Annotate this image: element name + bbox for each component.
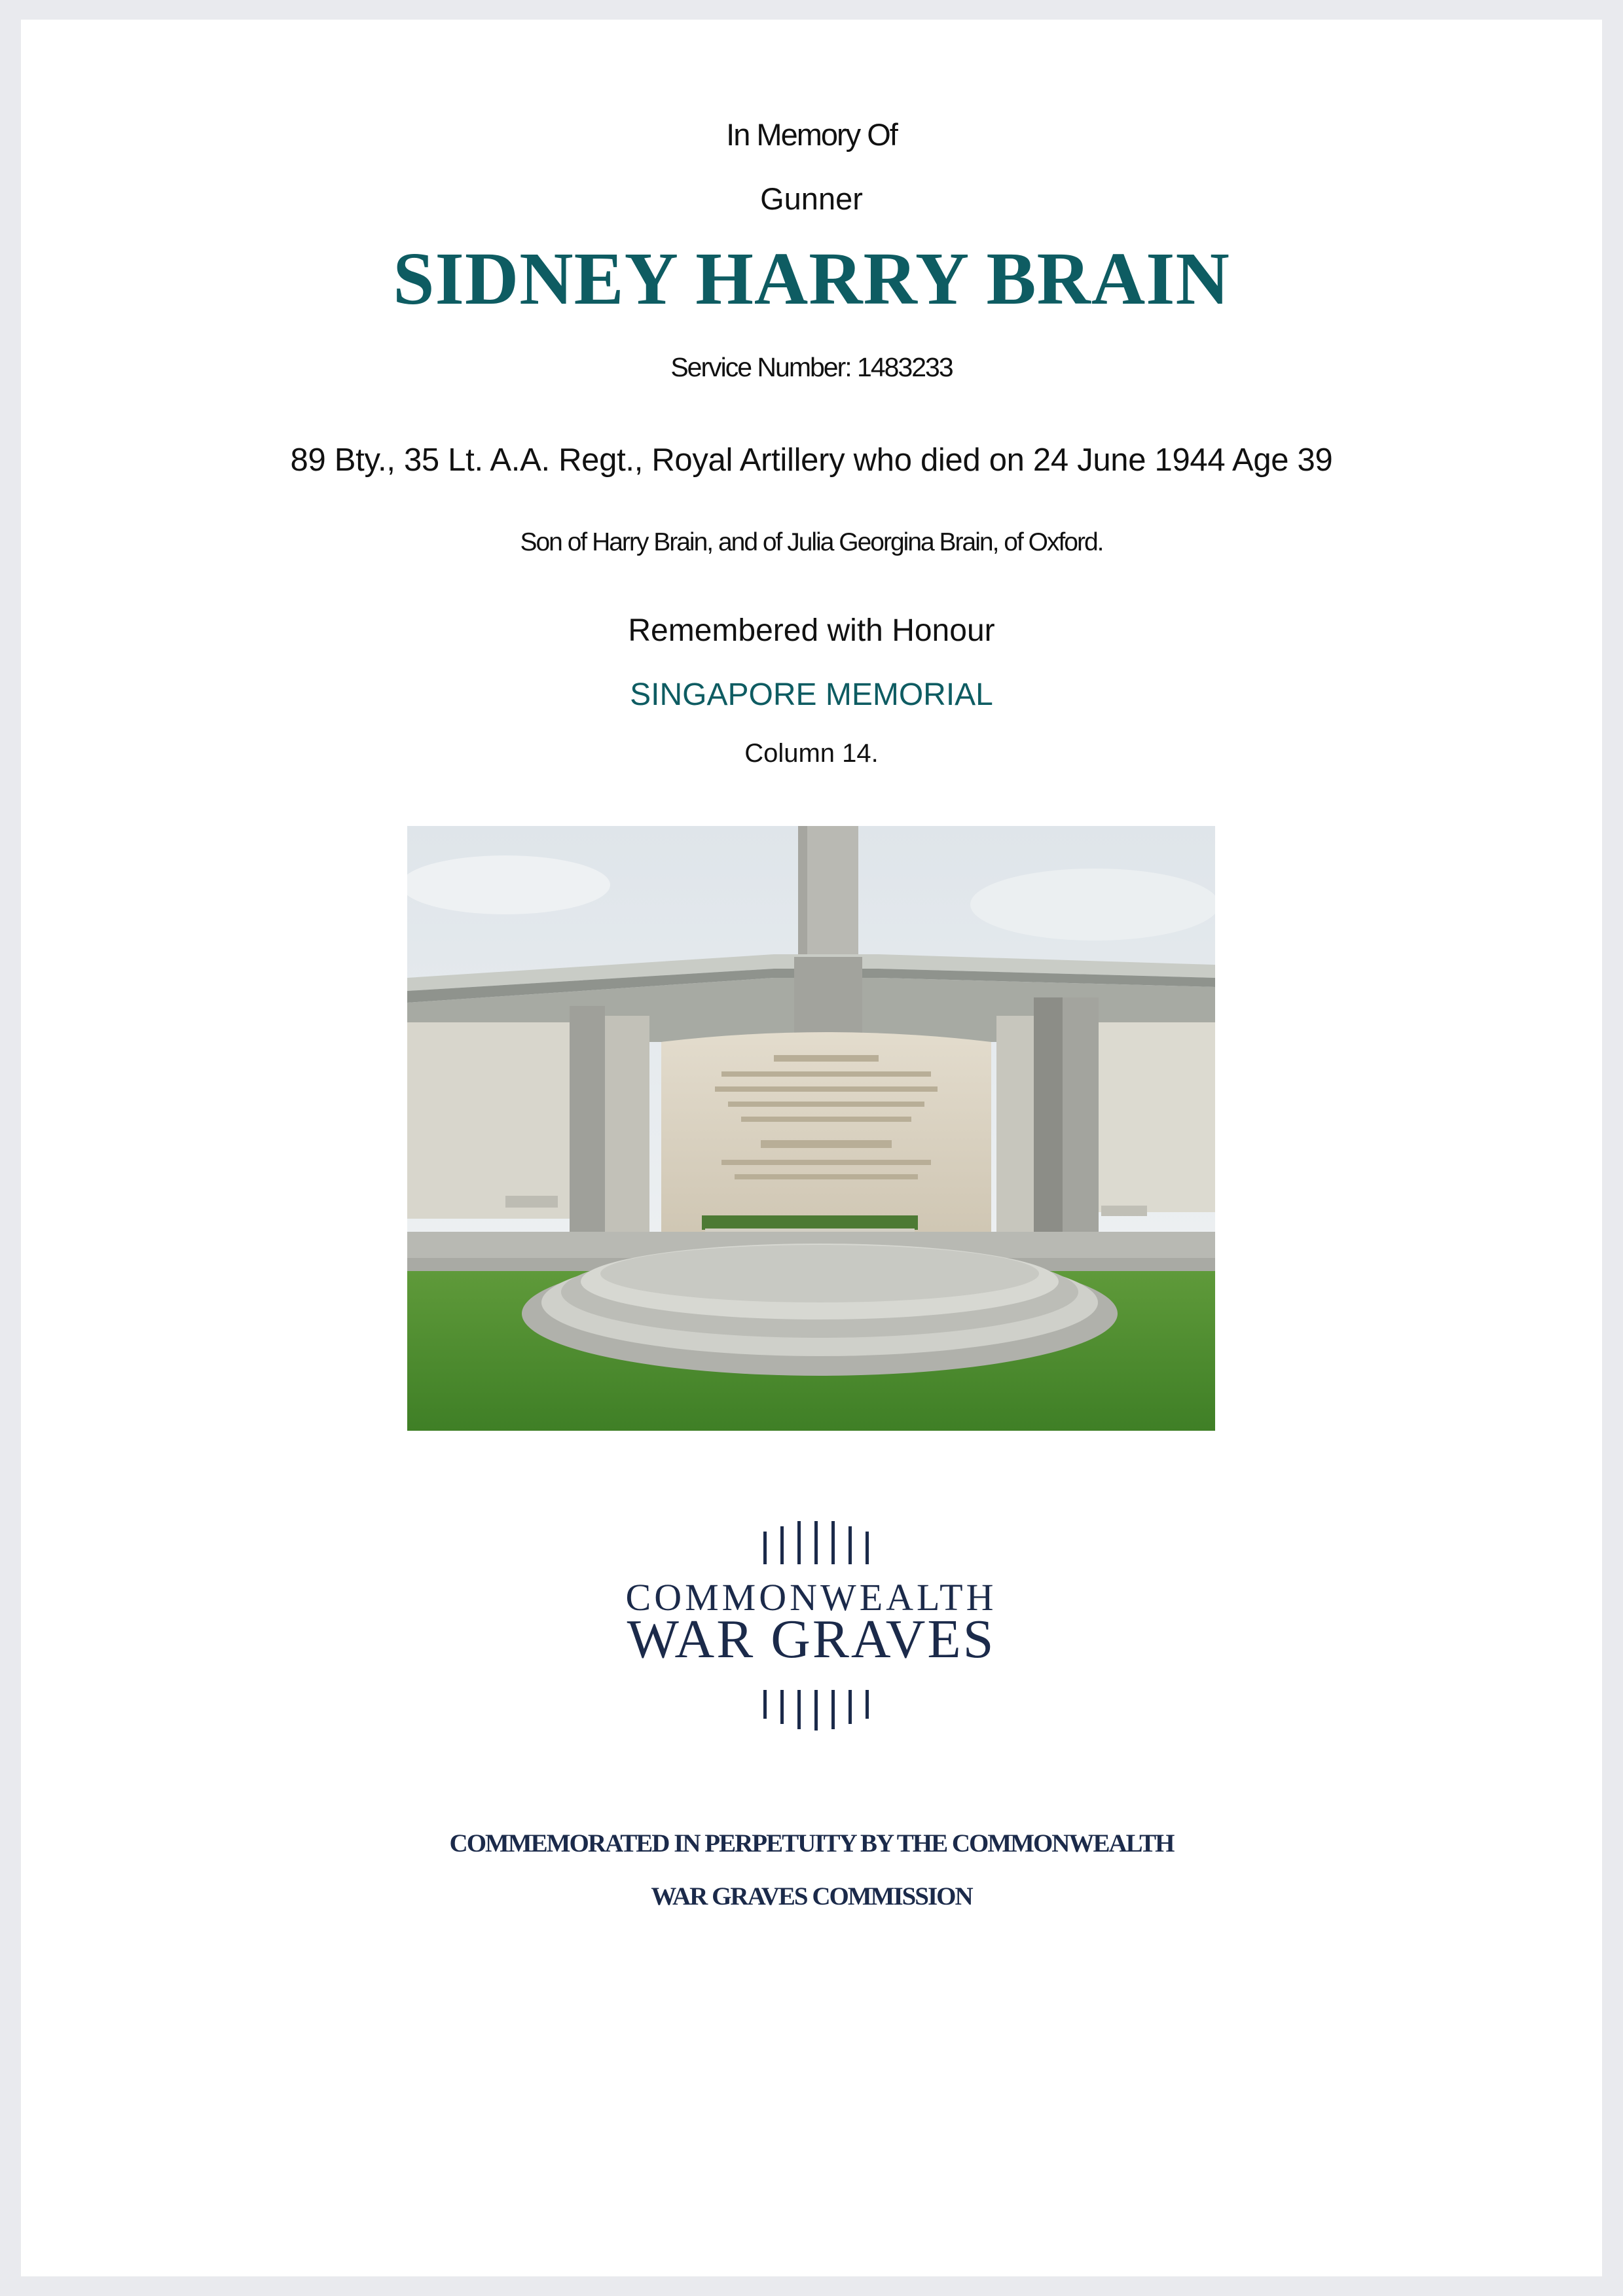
certificate-page: [21, 20, 1602, 2276]
footer-line-1: COMMEMORATED IN PERPETUITY BY THE COMMONWEALTH: [449, 1829, 1174, 1857]
unit-and-death-details: 89 Bty., 35 Lt. A.A. Regt., Royal Artillery who died on 24 June 1944 Age 39: [290, 442, 1333, 478]
family-details: Son of Harry Brain, and of Julia Georgina Brain, of Oxford.: [520, 528, 1103, 556]
casualty-name: SIDNEY HARRY BRAIN: [393, 237, 1230, 320]
logo-commonwealth-text: COMMONWEALTH: [625, 1576, 997, 1619]
logo-war-graves-text: WAR GRAVES: [627, 1609, 996, 1670]
cwgc-logo: [597, 1518, 1026, 1741]
remembered-with-honour: Remembered with Honour: [628, 613, 995, 648]
singapore-memorial-photo: [407, 826, 1215, 1431]
footer-line-2: WAR GRAVES COMMISSION: [651, 1882, 972, 1910]
service-number: Service Number: 1483233: [670, 352, 953, 382]
memorial-name: SINGAPORE MEMORIAL: [630, 677, 993, 712]
intro-text: In Memory Of: [726, 117, 897, 152]
memorial-column: Column 14.: [744, 739, 879, 768]
logo-top-bars-icon: [763, 1521, 869, 1564]
rank-text: Gunner: [760, 181, 863, 216]
logo-bottom-bars-icon: [763, 1690, 869, 1731]
